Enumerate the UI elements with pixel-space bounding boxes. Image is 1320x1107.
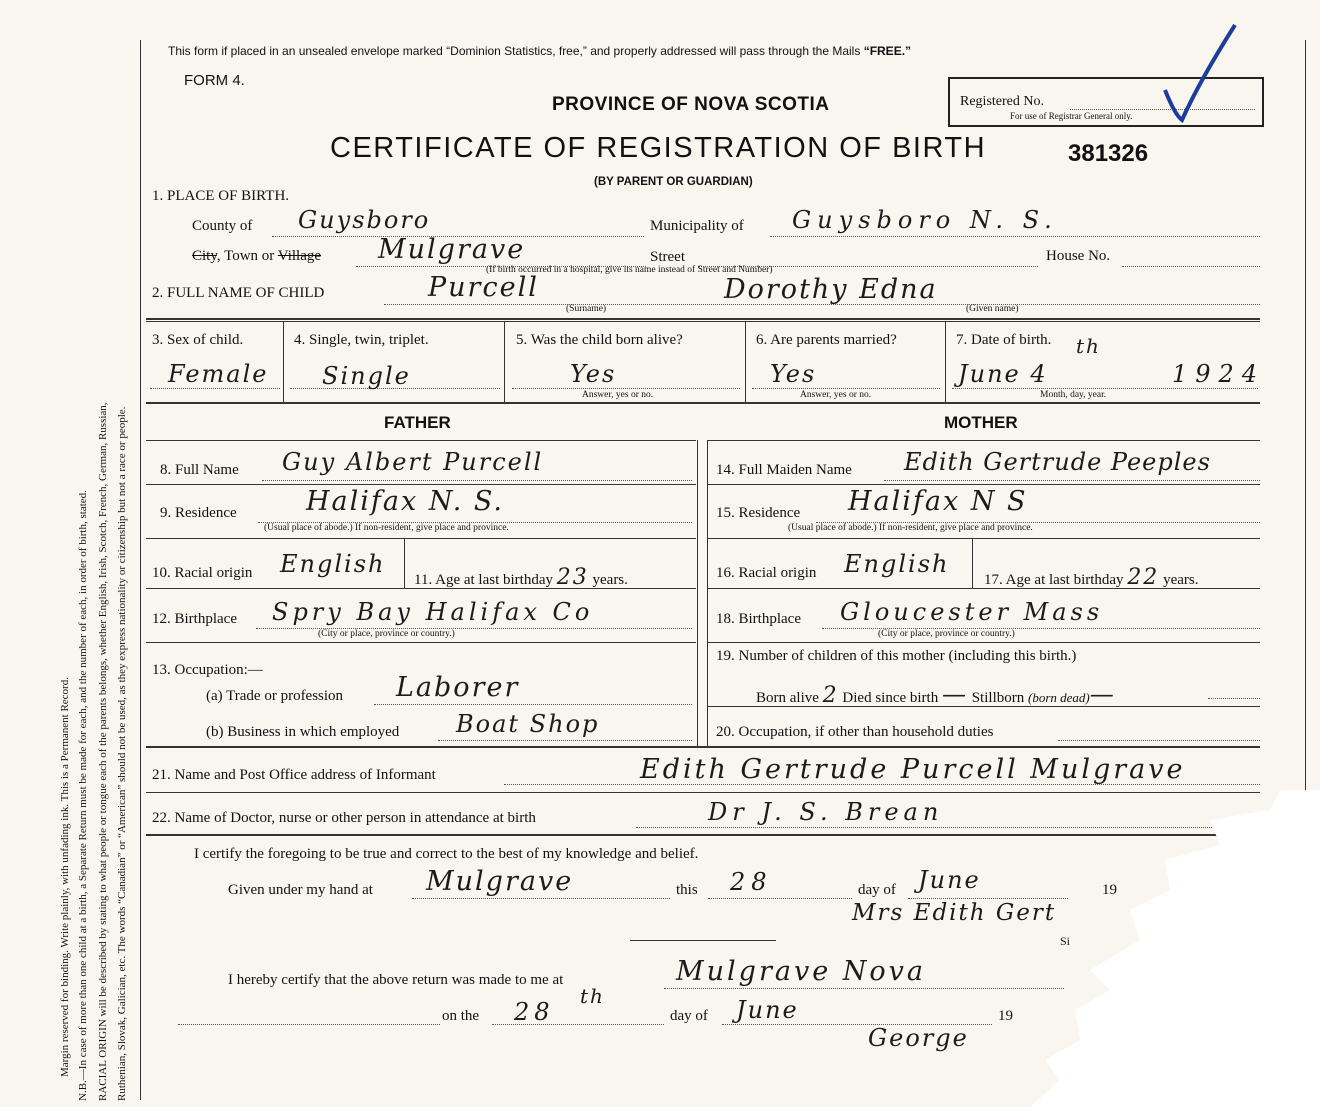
municipality-value: Guysboro N. S. — [792, 206, 1058, 234]
parents-married-value: Yes — [770, 360, 817, 388]
street-label: Street — [650, 249, 685, 265]
house-no-label: House No. — [1046, 248, 1111, 264]
children-counts: Born alive 2 Died since birth — Stillborn (born dead)— — [756, 680, 1116, 708]
this-label: this — [676, 882, 698, 898]
registration-number: 381326 — [1068, 140, 1149, 167]
day-of-label: day of — [858, 882, 896, 898]
father-age-label: 11. Age at last birthday 23 years. — [414, 565, 628, 590]
answer-caption-alive: Answer, yes or no. — [582, 390, 654, 400]
father-name-value: Guy Albert Purcell — [282, 448, 544, 476]
mother-age-value: 22 — [1127, 565, 1160, 590]
mother-birthplace-label: 18. Birthplace — [716, 611, 801, 627]
father-birthplace-label: 12. Birthplace — [152, 611, 237, 627]
certificate-title: CERTIFICATE OF REGISTRATION OF BIRTH — [330, 132, 987, 164]
form-number: FORM 4. — [184, 72, 245, 89]
informant-signature: Mrs Edith Gert — [852, 900, 1057, 926]
mother-abode-caption: (Usual place of abode.) If non-resident, give place and province. — [788, 523, 1033, 533]
occupation-label: 13. Occupation:— — [152, 662, 263, 678]
municipality-label: Municipality of — [650, 218, 744, 234]
signature-caption: Si — [1060, 934, 1071, 948]
surname-caption: (Surname) — [566, 304, 607, 314]
father-abode-caption: (Usual place of abode.) If non-resident, give place and province. — [264, 523, 509, 533]
registrar-year-prefix: 19 — [998, 1008, 1013, 1024]
registered-label: Registered No. — [960, 94, 1044, 109]
mother-heading: MOTHER — [944, 413, 1018, 432]
registrar-day-suffix: th — [580, 984, 605, 1008]
registrar-day-value: 28 — [514, 998, 555, 1026]
attendant-label: 22. Name of Doctor, nurse or other person in attendance at birth — [152, 810, 536, 826]
born-alive-count: 2 — [822, 683, 839, 708]
place-of-birth-label: 1. PLACE OF BIRTH. — [152, 188, 290, 204]
given-under-label: Given under my hand at — [228, 882, 373, 898]
checkmark-icon — [1140, 20, 1240, 130]
father-birthplace-caption: (City or place, province or country.) — [318, 629, 455, 639]
sex-label: 3. Sex of child. — [152, 332, 244, 348]
trade-value: Laborer — [396, 672, 520, 703]
registrar-month-value: June — [736, 996, 799, 1024]
date-of-birth-label: 7. Date of birth. — [956, 332, 1052, 348]
died-count: — — [941, 680, 968, 708]
registrar-certify-label: I hereby certify that the above return was made to me at — [228, 972, 564, 988]
margin-instructions — [0, 0, 150, 1107]
registrar-day-of-label: day of — [670, 1008, 708, 1024]
children-count-label: 19. Number of children of this mother (including this birth.) — [716, 648, 1077, 664]
torn-corner — [1020, 790, 1320, 1107]
province-title: PROVINCE OF NOVA SCOTIA — [552, 94, 830, 115]
sex-value: Female — [168, 360, 269, 388]
mother-maiden-name-label: 14. Full Maiden Name — [716, 462, 852, 478]
given-month-value: June — [918, 866, 981, 894]
father-name-label: 8. Full Name — [160, 462, 239, 478]
dob-day-value: June 4 — [958, 360, 1048, 388]
mother-racial-origin-label: 16. Racial origin — [716, 565, 817, 581]
single-value: Single — [322, 362, 411, 390]
father-age-value: 23 — [556, 565, 589, 590]
born-alive-value: Yes — [570, 360, 617, 388]
city-town-village-label: City, Town or Village — [192, 248, 322, 264]
right-rule — [1305, 40, 1306, 800]
month-day-year-caption: Month, day, year. — [1040, 390, 1107, 400]
margin-line-2: N.B.—In case of more than one child at a birth, a Separate Return must be made for each, and the number of each, in order of birth, stated. — [77, 490, 89, 1101]
father-racial-origin-value: English — [280, 550, 386, 578]
margin-line-1: Margin reserved for binding. Write plainly, with unfading ink. This is a Permanent Record. — [59, 677, 71, 1077]
mother-residence-value: Halifax N S — [848, 486, 1028, 517]
town-value: Mulgrave — [378, 234, 526, 265]
county-label: County of — [192, 218, 253, 234]
mother-occupation-label: 20. Occupation, if other than household duties — [716, 724, 994, 740]
business-label: (b) Business in which employed — [206, 724, 400, 740]
informant-label: 21. Name and Post Office address of Informant — [152, 767, 436, 783]
mail-notice: This form if placed in an unsealed envelope marked “Dominion Statistics, free,” and properly addressed will pass through the Mails “FREE.” — [168, 44, 912, 58]
given-name-caption: (Given name) — [966, 304, 1019, 314]
father-racial-origin-label: 10. Racial origin — [152, 565, 253, 581]
attendant-value: Dr J. S. Brean — [708, 798, 944, 826]
dob-year-value: 1924 — [1172, 360, 1266, 388]
mother-birthplace-caption: (City or place, province or country.) — [878, 629, 1015, 639]
mother-birthplace-value: Gloucester Mass — [840, 598, 1104, 626]
given-place-value: Mulgrave — [426, 866, 574, 897]
registrar-place-value: Mulgrave Nova — [676, 956, 927, 987]
single-twin-label: 4. Single, twin, triplet. — [294, 332, 429, 348]
father-residence-value: Halifax N. S. — [306, 486, 504, 517]
child-surname: Purcell — [428, 272, 539, 303]
father-residence-label: 9. Residence — [160, 505, 237, 521]
father-heading: FATHER — [384, 413, 451, 432]
year-prefix: 19 — [1102, 882, 1117, 898]
mother-residence-label: 15. Residence — [716, 505, 801, 521]
margin-line-3: RACIAL ORIGIN will be described by stating to what people or tongue each of the parents belongs, whether English, Irish, Scotch, French, German, Russian, — [97, 402, 109, 1101]
parents-married-label: 6. Are parents married? — [756, 332, 897, 348]
registrar-note: For use of Registrar General only. — [1010, 111, 1133, 121]
given-day-value: 28 — [730, 868, 773, 896]
mother-age-label: 17. Age at last birthday 22 years. — [984, 565, 1199, 590]
business-value: Boat Shop — [456, 710, 600, 738]
dob-suffix: th — [1076, 334, 1101, 358]
mother-racial-origin-value: English — [844, 550, 950, 578]
certificate-subtitle: (BY PARENT OR GUARDIAN) — [594, 176, 753, 188]
answer-caption-married: Answer, yes or no. — [800, 390, 872, 400]
on-the-label: on the — [442, 1008, 480, 1024]
county-value: Guysboro — [298, 206, 431, 234]
stillborn-count: — — [1089, 680, 1116, 708]
born-alive-label: 5. Was the child born alive? — [516, 332, 683, 348]
margin-line-4: Ruthenian, Slovak, Galician, etc. The words “Canadian” or “American” should not be used, as they express nationality or citizenship but not a race or people. — [116, 406, 128, 1101]
mother-maiden-name-value: Edith Gertrude Peeples — [904, 448, 1211, 476]
informant-value: Edith Gertrude Purcell Mulgrave — [640, 754, 1186, 785]
certify-statement: I certify the foregoing to be true and correct to the best of my knowledge and belief. — [194, 846, 699, 862]
child-given-name: Dorothy Edna — [724, 274, 938, 305]
full-name-of-child-label: 2. FULL NAME OF CHILD — [152, 285, 325, 301]
mail-free: “FREE.” — [863, 44, 912, 58]
registrar-signature: George — [868, 1024, 969, 1052]
father-birthplace-value: Spry Bay Halifax Co — [272, 598, 594, 626]
hospital-note: (If birth occurred in a hospital, give its name instead of Street and Number) — [486, 265, 773, 275]
trade-label: (a) Trade or profession — [206, 688, 344, 704]
